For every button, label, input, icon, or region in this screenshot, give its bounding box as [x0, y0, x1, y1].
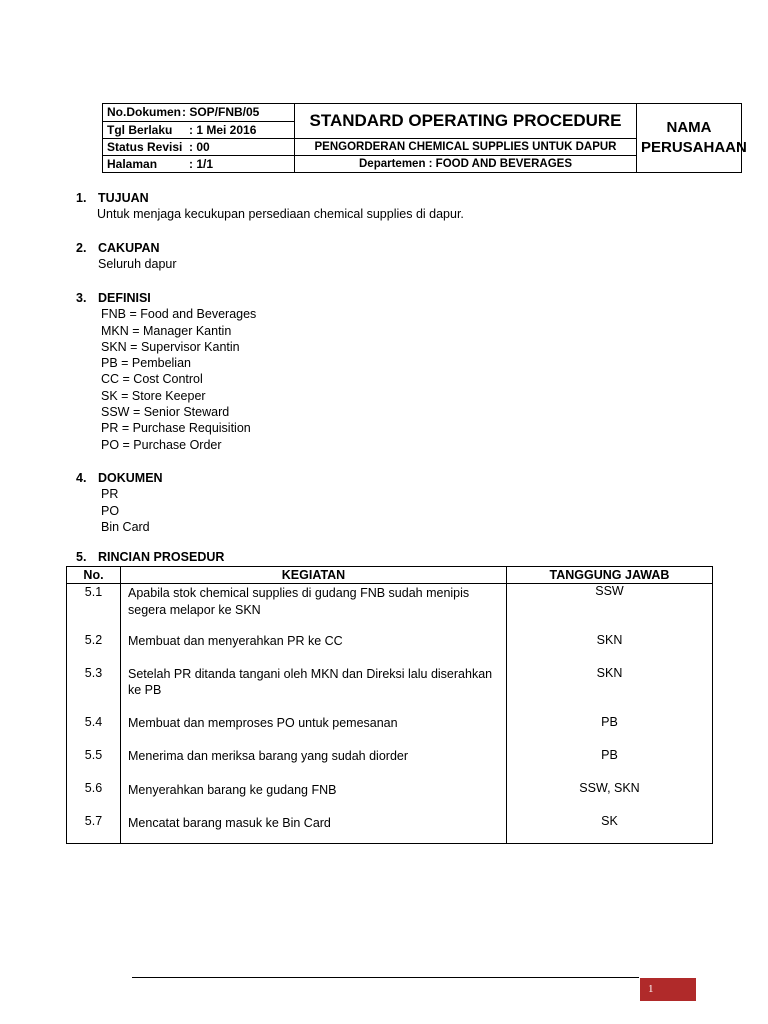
row-tanggung-jawab: SKN [507, 633, 713, 666]
definisi-item: PB = Pembelian [101, 356, 191, 371]
section-title: CAKUPAN [98, 241, 160, 255]
row-tanggung-jawab: PB [507, 748, 713, 781]
tgl-berlaku-label: Tgl Berlaku [107, 122, 173, 137]
section-number: 1. [76, 191, 87, 205]
definisi-item: MKN = Manager Kantin [101, 323, 232, 338]
tgl-berlaku-value: : 1 Mei 2016 [189, 122, 257, 137]
definisi-item: SK = Store Keeper [101, 388, 206, 403]
definisi-list [76, 306, 256, 453]
column-header-no: No. [67, 567, 121, 584]
company-name-cell [637, 104, 747, 173]
section-cakupan [76, 240, 177, 273]
dokumen-list [76, 486, 163, 535]
section-title: DOKUMEN [98, 471, 163, 485]
row-tanggung-jawab: SSW, SKN [507, 781, 713, 814]
no-dokumen-cell [103, 104, 295, 122]
row-kegiatan: Menyerahkan barang ke gudang FNB [121, 781, 507, 814]
row-number: 5.1 [67, 584, 121, 633]
dokumen-item: PO [101, 503, 120, 518]
document-header-table [102, 103, 747, 173]
procedure-table [66, 566, 713, 844]
table-row [67, 715, 713, 748]
row-kegiatan: Membuat dan menyerahkan PR ke CC [121, 633, 507, 666]
definisi-item: FNB = Food and Beverages [101, 307, 257, 322]
row-kegiatan: Menerima dan meriksa barang yang sudah diorder [121, 748, 507, 781]
table-row [67, 666, 713, 715]
status-revisi-cell [103, 139, 295, 156]
footer-divider [132, 977, 639, 978]
halaman-label: Halaman [107, 157, 158, 171]
section-tujuan [76, 190, 464, 223]
row-kegiatan: Membuat dan memproses PO untuk pemesanan [121, 715, 507, 748]
company-name-line1: NAMA [666, 119, 712, 136]
row-tanggung-jawab: SK [507, 814, 713, 844]
row-tanggung-jawab: PB [507, 715, 713, 748]
status-revisi-label: Status Revisi [107, 140, 183, 154]
section-number: 3. [76, 291, 87, 305]
column-header-kegiatan: KEGIATAN [121, 567, 507, 584]
row-number: 5.2 [67, 633, 121, 666]
definisi-item: PR = Purchase Requisition [101, 421, 251, 436]
section-number: 5. [76, 550, 87, 564]
procedure-header-row [67, 567, 713, 584]
section-rincian [76, 549, 224, 565]
no-dokumen-value: : SOP/FNB/05 [182, 105, 260, 120]
table-row [67, 748, 713, 781]
sop-title: STANDARD OPERATING PROCEDURE [295, 104, 637, 139]
department-label: Departemen : FOOD AND BEVERAGES [295, 156, 637, 173]
section-title: DEFINISI [98, 291, 151, 305]
sop-subtitle: PENGORDERAN CHEMICAL SUPPLIES UNTUK DAPUR [295, 139, 637, 156]
row-kegiatan: Setelah PR ditanda tangani oleh MKN dan Direksi lalu diserahkan ke PB [121, 666, 507, 715]
row-number: 5.4 [67, 715, 121, 748]
halaman-cell [103, 156, 295, 173]
page-number-badge: 1 [640, 978, 696, 1001]
section-title: TUJUAN [98, 191, 149, 205]
no-dokumen-label: No.Dokumen [107, 105, 182, 120]
tgl-berlaku-cell [103, 121, 295, 139]
section-number: 4. [76, 471, 87, 485]
row-number: 5.7 [67, 814, 121, 844]
section-dokumen [76, 470, 163, 535]
definisi-item: SKN = Supervisor Kantin [101, 339, 240, 354]
tujuan-text: Untuk menjaga kecukupan persediaan chemical supplies di dapur. [97, 207, 464, 222]
definisi-item: PO = Purchase Order [101, 437, 222, 452]
row-kegiatan: Apabila stok chemical supplies di gudang FNB sudah menipis segera melapor ke SKN [121, 584, 507, 633]
row-tanggung-jawab: SKN [507, 666, 713, 715]
definisi-item: CC = Cost Control [101, 372, 203, 387]
company-name-line2: PERUSAHAAN [641, 139, 747, 156]
table-row [67, 633, 713, 666]
row-number: 5.3 [67, 666, 121, 715]
row-number: 5.5 [67, 748, 121, 781]
row-kegiatan: Mencatat barang masuk ke Bin Card [121, 814, 507, 844]
row-number: 5.6 [67, 781, 121, 814]
halaman-value: : 1/1 [189, 157, 214, 171]
section-definisi [76, 290, 256, 453]
table-row [67, 584, 713, 633]
table-row [67, 814, 713, 844]
dokumen-item: Bin Card [101, 519, 150, 534]
table-row [67, 781, 713, 814]
section-title: RINCIAN PROSEDUR [98, 550, 225, 564]
column-header-tanggung-jawab: TANGGUNG JAWAB [507, 567, 713, 584]
status-revisi-value: : 00 [189, 140, 210, 154]
dokumen-item: PR [101, 487, 119, 502]
cakupan-text: Seluruh dapur [98, 257, 177, 272]
section-number: 2. [76, 241, 87, 255]
definisi-item: SSW = Senior Steward [101, 405, 230, 420]
row-tanggung-jawab: SSW [507, 584, 713, 633]
